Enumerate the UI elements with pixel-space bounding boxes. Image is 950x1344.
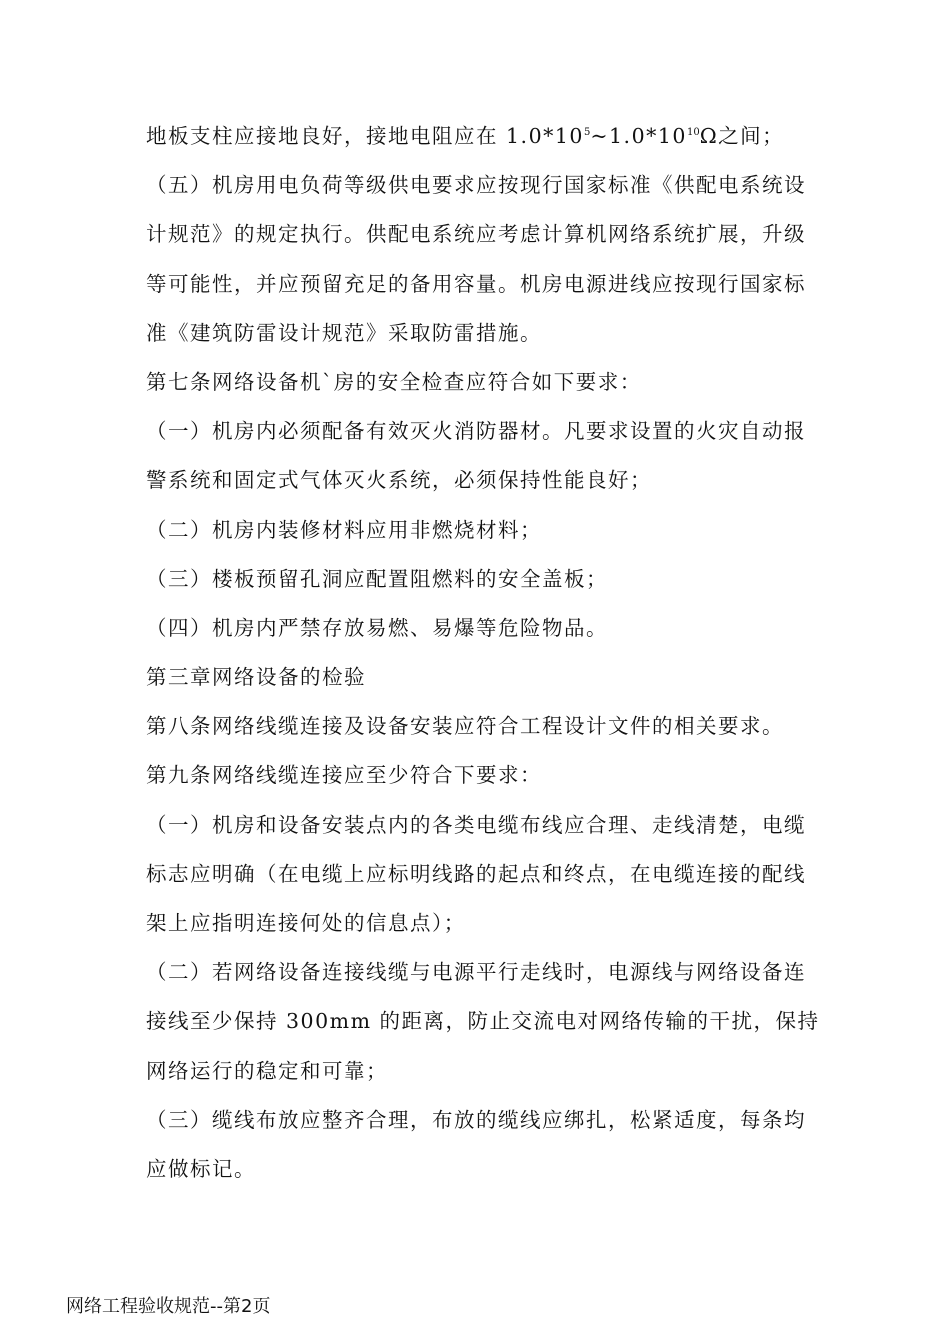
paragraph-line: 接线至少保持 300mm 的距离，防止交流电对网络传输的干扰，保持 <box>146 1009 820 1034</box>
paragraph-line: 标志应明确（在电缆上应标明线路的起点和终点，在电缆连接的配线 <box>146 861 806 886</box>
paragraph-line: （一）机房和设备安装点内的各类电缆布线应合理、走线清楚，电缆 <box>146 812 806 837</box>
paragraph-line: （三）缆线布放应整齐合理，布放的缆线应绑扎，松紧适度，每条均 <box>146 1107 806 1132</box>
paragraph-line: 架上应指明连接何处的信息点）； <box>146 911 466 935</box>
superscript-exponent: 10 <box>686 127 700 138</box>
superscript-exponent: 5 <box>583 127 591 138</box>
paragraph-line: （五）机房用电负荷等级供电要求应按现行国家标准《供配电系统设 <box>146 173 806 198</box>
paragraph-line: （四）机房内严禁存放易燃、易爆等危险物品。 <box>146 615 608 640</box>
paragraph-line: （三）楼板预留孔洞应配置阻燃料的安全盖板； <box>146 566 608 591</box>
paragraph-line: 网络运行的稳定和可靠； <box>146 1058 388 1083</box>
chapter-heading: 第三章网络设备的检验 <box>146 665 366 690</box>
paragraph-line: （二）机房内装修材料应用非燃烧材料； <box>146 517 542 542</box>
page-footer: 网络工程验收规范--第2页 <box>66 1296 271 1317</box>
article-heading-7: 第七条网络设备机`房的安全检查应符合如下要求： <box>146 369 642 394</box>
article-heading-9: 第九条网络线缆连接应至少符合下要求： <box>146 763 542 788</box>
body-text <box>146 112 820 1194</box>
text-segment: Ω之间； <box>699 124 785 148</box>
paragraph-line: 等可能性，并应预留充足的备用容量。机房电源进线应按现行国家标 <box>146 271 806 296</box>
paragraph-line: 应做标记。 <box>146 1156 256 1181</box>
paragraph-line: （二）若网络设备连接线缆与电源平行走线时，电源线与网络设备连 <box>146 960 806 985</box>
paragraph-line: 准《建筑防雷设计规范》采取防雷措施。 <box>146 320 542 345</box>
text-segment: 地板支柱应接地良好，接地电阻应在 1.0*10 <box>146 124 584 148</box>
paragraph-line: （一）机房内必须配备有效灭火消防器材。凡要求设置的火灾自动报 <box>146 419 806 444</box>
paragraph-line: 警系统和固定式气体灭火系统，必须保持性能良好； <box>146 468 652 493</box>
article-heading-8: 第八条网络线缆连接及设备安装应符合工程设计文件的相关要求。 <box>146 714 784 739</box>
paragraph-line: 计规范》的规定执行。供配电系统应考虑计算机网络系统扩展，升级 <box>146 222 806 247</box>
text-segment: ~1.0*10 <box>590 124 687 148</box>
paragraph-line-grounding <box>146 112 816 161</box>
